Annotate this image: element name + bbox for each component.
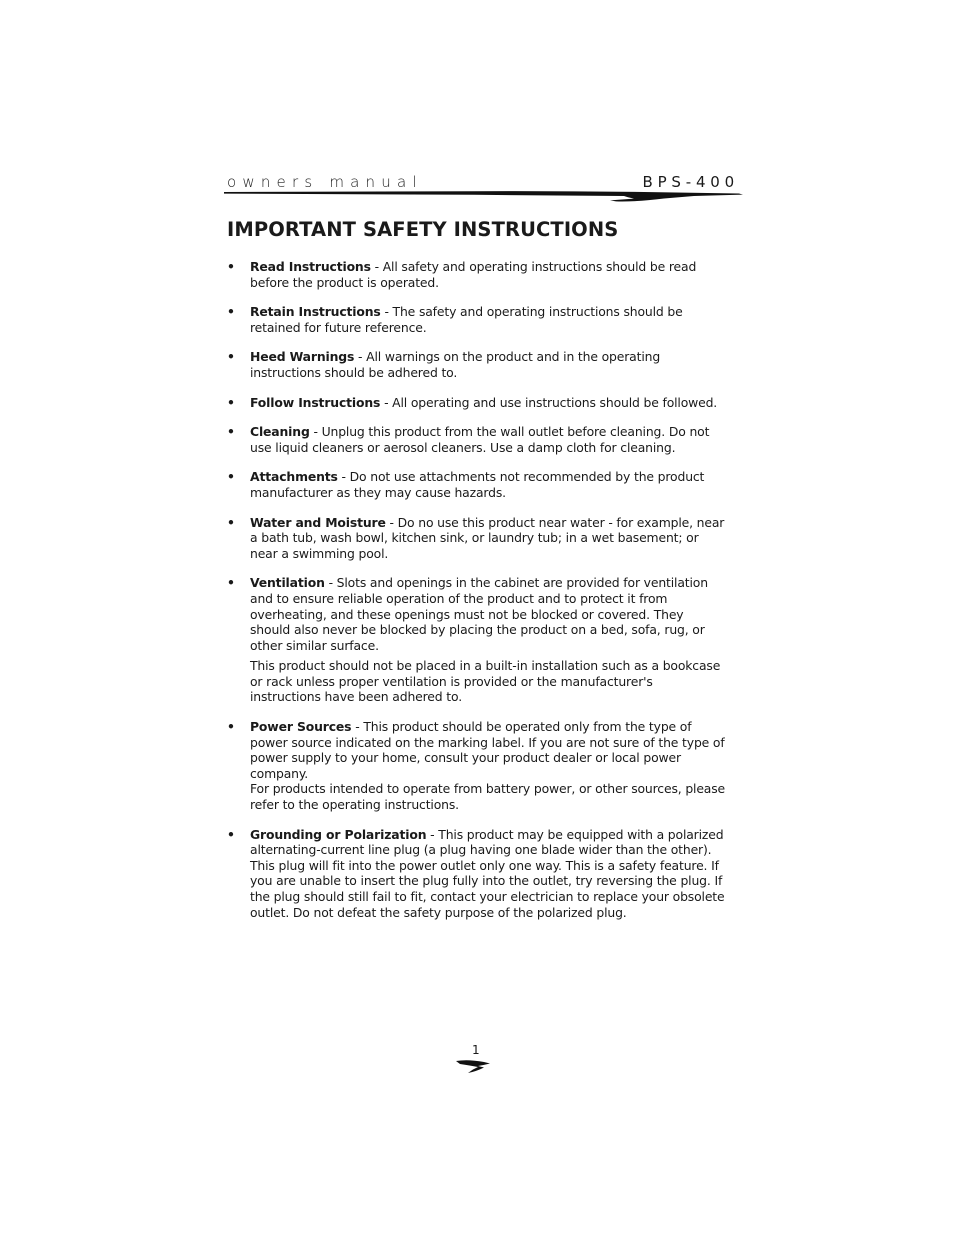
header-manual-label: owners manual bbox=[227, 173, 423, 191]
item-term: Retain Instructions bbox=[250, 304, 381, 320]
list-item-read-instructions bbox=[227, 259, 727, 290]
bullet-icon: • bbox=[227, 259, 235, 274]
bullet-icon: • bbox=[227, 575, 235, 591]
list-item-follow-instructions bbox=[227, 395, 727, 411]
bullet-icon: • bbox=[227, 826, 235, 842]
item-text: - Do no use this product near water - for example, near a bath tub, wash bowl, kitchen sink, or laundry tub; in a wet basement; or near a swimming pool. bbox=[250, 514, 725, 561]
item-term: Ventilation bbox=[250, 575, 325, 591]
list-item-cleaning bbox=[227, 424, 727, 455]
item-term: Cleaning bbox=[250, 424, 310, 440]
list-item-heed-warnings bbox=[227, 349, 727, 380]
bullet-icon: • bbox=[227, 719, 235, 735]
item-text: - Unplug this product from the wall outlet before cleaning. Do not use liquid cleaners or aerosol cleaners. Use a damp cloth for cleaning. bbox=[250, 424, 710, 455]
safety-instructions-list bbox=[227, 259, 727, 934]
item-text: - This product may be equipped with a polarized alternating-current line plug (a plug having one blade wider than the other). This plug will fit into the power outlet only one way. This is a safety feature. If you are unable to insert the plug fully into the outlet, try reversing the plug. If the plug should still fail to fit, contact your electrician to replace your obsolete outlet. Do not defeat the safety purpose of the polarized plug. bbox=[250, 826, 725, 920]
list-item-grounding-or-polarization bbox=[227, 827, 727, 921]
bullet-icon: • bbox=[227, 349, 235, 365]
bullet-icon: • bbox=[227, 304, 235, 320]
header-model-label: BPS-400 bbox=[642, 173, 739, 191]
item-text: - The safety and operating instructions should be retained for future reference. bbox=[250, 304, 683, 335]
item-extra-paragraph: For products intended to operate from battery power, or other sources, please refer to the operating instructions. bbox=[250, 781, 726, 813]
item-text: - Do not use attachments not recommended by the product manufacturer as they may cause hazards. bbox=[250, 469, 705, 500]
list-item-attachments bbox=[227, 469, 727, 500]
page-brush-mark-icon bbox=[454, 1055, 494, 1075]
item-text: - Slots and openings in the cabinet are provided for ventilation and to ensure reliable operation of the product and to protect it from overheating, and these openings must not be blocked or covered. They should also never be blocked by placing the product on a bed, sofa, rug, or other similar surface. bbox=[250, 575, 708, 653]
list-item-power-sources bbox=[227, 719, 727, 813]
item-text: - This product should be operated only from the type of power source indicated on the marking label. If you are not sure of the type of power supply to your home, consult your product dealer or local power company. bbox=[250, 719, 725, 781]
list-item-ventilation bbox=[227, 575, 727, 705]
header-brush-rule bbox=[224, 188, 744, 208]
item-term: Follow Instructions bbox=[250, 394, 381, 410]
item-text: - All warnings on the product and in the operating instructions should be adhered to. bbox=[250, 349, 661, 380]
bullet-icon: • bbox=[227, 469, 235, 485]
bullet-icon: • bbox=[227, 394, 235, 410]
item-term: Read Instructions bbox=[250, 259, 371, 274]
bullet-icon: • bbox=[227, 514, 235, 530]
item-term: Water and Moisture bbox=[250, 514, 386, 530]
item-term: Heed Warnings bbox=[250, 349, 355, 365]
list-item-water-and-moisture bbox=[227, 515, 727, 562]
item-term: Power Sources bbox=[250, 719, 352, 735]
item-extra-paragraph: This product should not be placed in a built-in installation such as a bookcase or rack unless proper ventilation is provided or the manufacturer's instructions have been adhered to. bbox=[250, 658, 721, 705]
bullet-icon: • bbox=[227, 424, 235, 440]
item-text: - All safety and operating instructions should be read before the product is operated. bbox=[250, 259, 697, 290]
item-term: Attachments bbox=[250, 469, 338, 485]
page-title: IMPORTANT SAFETY INSTRUCTIONS bbox=[227, 218, 619, 241]
list-item-retain-instructions bbox=[227, 304, 727, 335]
page-number: 1 bbox=[472, 1043, 480, 1057]
item-term: Grounding or Polarization bbox=[250, 826, 427, 842]
item-text: - All operating and use instructions should be followed. bbox=[380, 394, 718, 410]
